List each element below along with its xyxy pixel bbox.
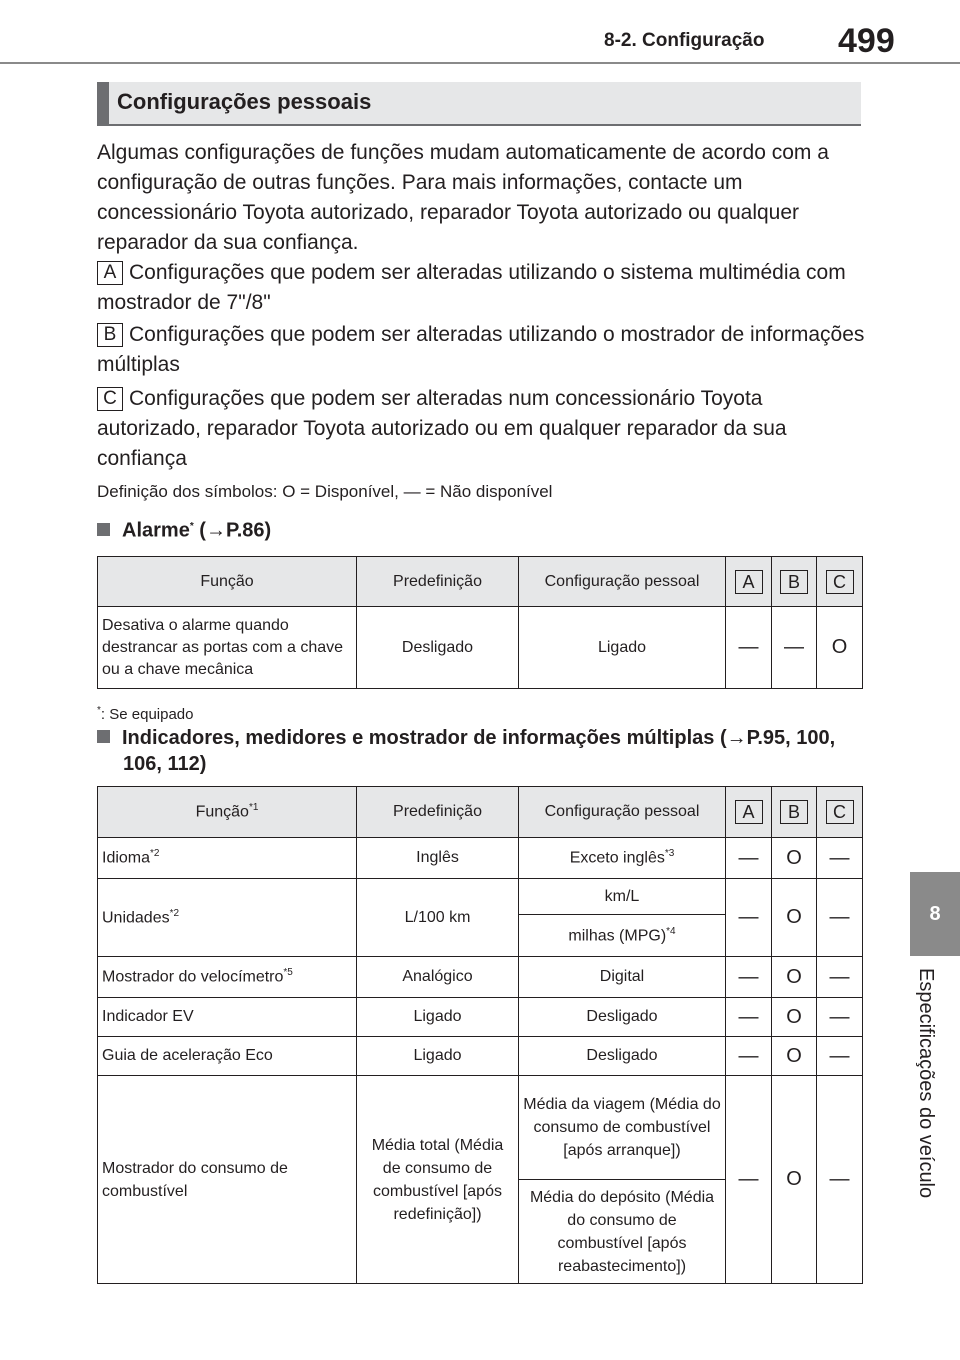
table-row: [98, 1076, 863, 1180]
cell-custom: Média da viagem (Média do consumo de combustível [após arranque]): [519, 1076, 726, 1180]
cell-default: Ligado: [357, 998, 519, 1037]
col-header-function: Função$^{*1}$: [98, 787, 357, 838]
cell-function: Unidades$^{*2}$: [98, 879, 357, 957]
cell-c: —: [817, 1076, 863, 1284]
cell-b: O: [772, 1037, 817, 1076]
section-heading-text: Configurações pessoais: [117, 89, 372, 114]
cell-function: Idioma$^{*2}$: [98, 838, 357, 879]
cell-custom: milhas (MPG)$^{*4}$: [519, 915, 726, 957]
cell-function: Guia de aceleração Eco: [98, 1037, 357, 1076]
section-heading: [97, 82, 861, 126]
cell-default: Analógico: [357, 957, 519, 998]
option-b-text: Configurações que podem ser alteradas utilizando o mostrador de informações múltiplas: [97, 323, 865, 376]
intro-paragraph: Algumas configurações de funções mudam automaticamente de acordo com a configuração de outras funções. Para mais informações, contacte um concessionário Toyota autorizado, reparador Toyota autorizado ou qualquer reparador da sua confiança.: [97, 141, 829, 254]
cell-a: —: [726, 998, 772, 1037]
cell-c: —: [817, 879, 863, 957]
col-header-custom: Configuração pessoal: [519, 557, 726, 607]
alarm-heading: Alarme* (→P.86): [97, 514, 271, 544]
cell-a: —: [726, 838, 772, 879]
square-bullet-icon: [97, 523, 110, 536]
section-title: 8-2. Configuração: [604, 30, 765, 51]
gauges-heading: [97, 725, 853, 777]
cell-default: Média total (Média de consumo de combustível [após redefinição]): [357, 1076, 519, 1284]
gauges-table: [97, 786, 863, 1284]
col-header-c: C: [817, 787, 863, 838]
cell-c: —: [817, 957, 863, 998]
cell-default: Inglês: [357, 838, 519, 879]
table-header-row: [98, 787, 863, 838]
col-header-b: B: [772, 557, 817, 607]
cell-custom: Digital: [519, 957, 726, 998]
option-c: [97, 384, 867, 474]
alarm-title: Alarme: [122, 519, 190, 542]
col-header-custom: Configuração pessoal: [519, 787, 726, 838]
cell-default: Desligado: [357, 607, 519, 689]
chapter-label: [906, 968, 946, 1228]
cell-a: —: [726, 1076, 772, 1284]
cell-custom: Média do depósito (Média do consumo de combustível [após reabastecimento]): [519, 1180, 726, 1284]
cell-function: Mostrador do consumo de combustível: [98, 1076, 357, 1284]
cell-default: Ligado: [357, 1037, 519, 1076]
cell-c: —: [817, 1037, 863, 1076]
cell-a: —: [726, 957, 772, 998]
alarm-table: [97, 556, 863, 689]
col-header-function: Função: [98, 557, 357, 607]
col-header-a: A: [726, 557, 772, 607]
cell-custom: Desligado: [519, 1037, 726, 1076]
cell-b: O: [772, 998, 817, 1037]
cell-function: Indicador EV: [98, 998, 357, 1037]
table-row: [98, 957, 863, 998]
badge-b: B: [97, 323, 123, 347]
cell-b: O: [772, 879, 817, 957]
chapter-number: 8: [929, 902, 941, 925]
option-c-text: Configurações que podem ser alteradas num concessionário Toyota autorizado, reparador Toyota autorizado ou em qualquer reparador da sua confiança: [97, 387, 787, 470]
col-header-c: C: [817, 557, 863, 607]
cell-b: —: [772, 607, 817, 689]
col-header-default: Predefinição: [357, 557, 519, 607]
gauges-title: Indicadores, medidores e mostrador de informações múltiplas (→P.95, 100, 106, 112): [122, 727, 836, 775]
badge-c: C: [97, 387, 123, 411]
cell-custom: Desligado: [519, 998, 726, 1037]
symbol-definition: Definição dos símbolos: O = Disponível, — = Não disponível: [97, 482, 553, 501]
option-a: [97, 258, 867, 318]
chapter-tab: [910, 872, 960, 956]
cell-c: —: [817, 998, 863, 1037]
header-rule: [0, 62, 960, 64]
table-header-row: [98, 557, 863, 607]
table-row: [98, 838, 863, 879]
alarm-ref: (→P.86): [199, 519, 272, 542]
cell-custom: km/L: [519, 879, 726, 915]
cell-c: O: [817, 607, 863, 689]
square-bullet-icon: [97, 730, 110, 743]
cell-b: O: [772, 957, 817, 998]
cell-a: —: [726, 879, 772, 957]
cell-default: L/100 km: [357, 879, 519, 957]
chapter-label-text: Especificações do veículo: [915, 968, 937, 1199]
cell-custom: Exceto inglês$^{*3}$: [519, 838, 726, 879]
cell-a: —: [726, 607, 772, 689]
col-header-a: A: [726, 787, 772, 838]
cell-custom: Ligado: [519, 607, 726, 689]
cell-a: —: [726, 1037, 772, 1076]
table-row: [98, 607, 863, 689]
option-a-text: Configurações que podem ser alteradas utilizando o sistema multimédia com mostrador de 7"/8": [97, 261, 846, 314]
table-row: [98, 879, 863, 915]
table-row: [98, 1037, 863, 1076]
col-header-default: Predefinição: [357, 787, 519, 838]
cell-function: Desativa o alarme quando destrancar as portas com a chave ou a chave mecânica: [98, 607, 357, 689]
page-number: 499: [838, 22, 895, 60]
cell-function: Mostrador do velocímetro$^{*5}$: [98, 957, 357, 998]
footnote: *: Se equipado: [97, 705, 194, 723]
badge-a: A: [97, 261, 123, 285]
option-b: [97, 320, 867, 380]
cell-c: —: [817, 838, 863, 879]
cell-b: O: [772, 1076, 817, 1284]
cell-b: O: [772, 838, 817, 879]
table-row: [98, 998, 863, 1037]
col-header-b: B: [772, 787, 817, 838]
